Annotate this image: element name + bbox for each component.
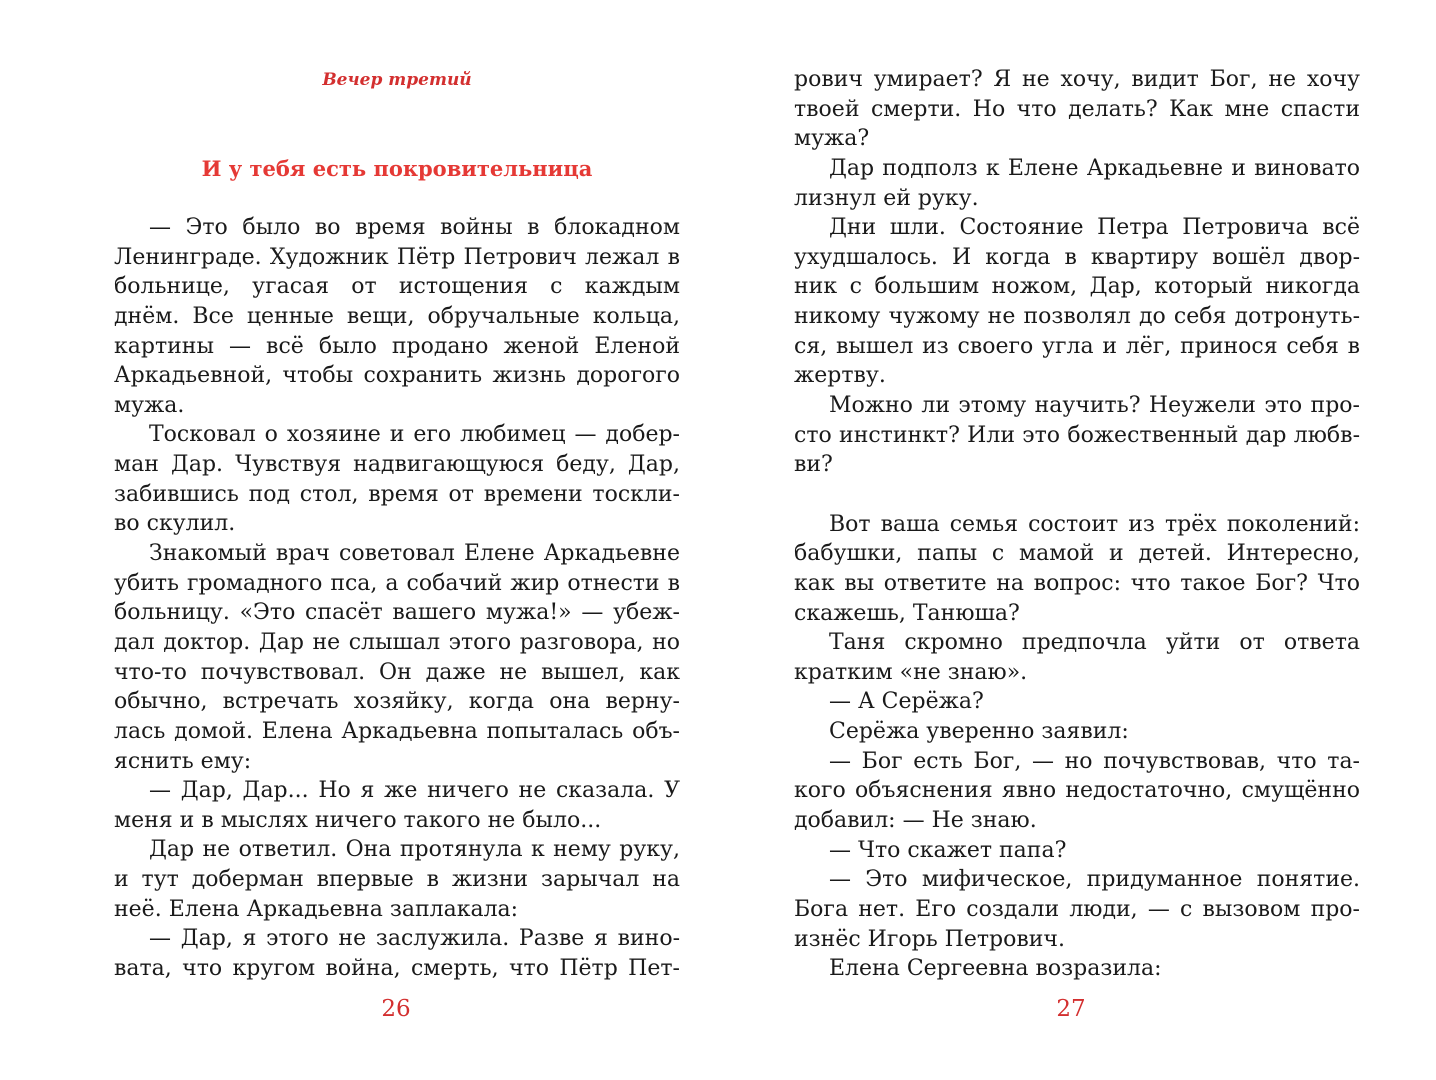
text-line: — Это было во время войны в блокадном — [149, 215, 680, 240]
text-line: обычно, встречать хозяйку, когда она верну- — [114, 689, 680, 715]
text-line: Можно ли этому научить? Неужели это про- — [829, 393, 1360, 419]
text-line: лась домой. Елена Аркадьевна попыталась объ- — [114, 718, 680, 744]
text-line: неё. Елена Аркадьевна заплакала: — [114, 896, 519, 922]
text-line: днём. Все ценные вещи, обручальные кольца, — [114, 303, 680, 329]
text-line: кратким «не знаю». — [794, 659, 1028, 685]
text-line: забившись под стол, время от времени тоскли- — [114, 481, 680, 507]
text-line: Знакомый врач советовал Елене Аркадьевне — [149, 541, 680, 567]
text-line: убить громадного пса, а собачий жир отнести в — [114, 570, 680, 596]
text-line: что-то почувствовал. Он даже не вышел, как — [114, 659, 680, 685]
text-line: — Дар, Дар... Но я же ничего не сказала. У — [149, 778, 680, 804]
text-line: как вы ответите на вопрос: что такое Бог? Что — [794, 570, 1360, 596]
text-line: яснить ему: — [114, 748, 252, 774]
text-line: никому чужому не позволял до себя дотронуть- — [794, 304, 1360, 330]
text-line: больнице, угасая от истощения с каждым — [114, 274, 680, 300]
text-line: Бога нет. Его создали люди, — с вызовом про- — [794, 896, 1360, 922]
text-line: жертву. — [794, 363, 886, 389]
right-body-text — [794, 65, 1360, 984]
text-line: во скулил. — [114, 511, 236, 537]
text-line: Елена Сергеевна возразила: — [829, 956, 1162, 982]
text-line: — Что скажет папа? — [829, 837, 1067, 863]
text-line: Дар подполз к Елене Аркадьевне и виновато — [829, 155, 1360, 181]
text-line: твоей смерти. Но что делать? Как мне спасти — [794, 96, 1360, 122]
text-line: Таня скромно предпочла уйти от ответа — [829, 630, 1360, 656]
text-line: — Бог есть Бог, — но почувствовав, что та- — [829, 748, 1360, 774]
text-line: — Это мифическое, придуманное понятие. — [829, 867, 1360, 893]
chapter-title: И у тебя есть покровительница — [201, 156, 593, 181]
text-line: ухудшалось. И когда в квартиру вошёл двор- — [794, 244, 1360, 270]
text-line: Аркадьевной, чтобы сохранить жизнь дорогого — [114, 363, 680, 389]
text-line: изнёс Игорь Петрович. — [794, 926, 1065, 952]
text-line: мужа. — [114, 392, 185, 418]
text-line: Тосковал о хозяине и его любимец — добер- — [149, 422, 680, 448]
text-line: мужа? — [794, 126, 870, 152]
text-line: добавил: — Не знаю. — [794, 808, 1037, 834]
right-page — [718, 0, 1436, 1080]
text-line: больницу. «Это спасёт вашего мужа!» — убеж- — [114, 600, 680, 626]
text-line: Вот ваша семья состоит из трёх поколений: — [829, 511, 1360, 537]
text-line: ман Дар. Чувствуя надвигающуюся беду, Дар, — [114, 452, 680, 478]
text-line: — Дар, я этого не заслужила. Разве я вино- — [149, 926, 680, 952]
text-line: Дни шли. Состояние Петра Петровича всё — [829, 215, 1360, 241]
text-line: Дар не ответил. Она протянула к нему руку, — [149, 837, 680, 863]
text-line: ви? — [794, 452, 833, 478]
running-head: Вечер третий — [322, 70, 472, 90]
page-number-left: 26 — [381, 996, 411, 1022]
left-body-text — [114, 213, 680, 984]
text-line: Серёжа уверенно заявил: — [829, 719, 1129, 745]
text-line: — А Серёжа? — [829, 689, 984, 715]
text-line: ся, вышел из своего угла и лёг, принося себя в — [794, 333, 1360, 359]
text-line: сто инстинкт? Или это божественный дар любв- — [794, 422, 1360, 448]
paragraph-gap — [794, 480, 1360, 510]
text-line: лизнул ей руку. — [794, 185, 979, 211]
page-number-right: 27 — [1056, 996, 1086, 1022]
text-line: Ленинграде. Художник Пётр Петрович лежал в — [114, 244, 680, 270]
text-line: и тут доберман впервые в жизни зарычал на — [114, 867, 680, 893]
text-line: меня и в мыслях ничего такого не было... — [114, 807, 602, 833]
text-line: бабушки, папы с мамой и детей. Интересно, — [794, 541, 1360, 567]
text-line: скажешь, Танюша? — [794, 600, 1020, 626]
text-line: вата, что кругом война, смерть, что Пётр Пет- — [114, 956, 680, 982]
text-line: рович умирает? Я не хочу, видит Бог, не хочу — [794, 67, 1360, 92]
text-line: кого объяснения явно недостаточно, смущённо — [794, 778, 1360, 804]
text-line: картины — всё было продано женой Еленой — [114, 333, 680, 359]
text-line: ник с большим ножом, Дар, который никогда — [794, 274, 1360, 300]
text-line: дал доктор. Дар не слышал этого разговора, но — [114, 629, 680, 655]
